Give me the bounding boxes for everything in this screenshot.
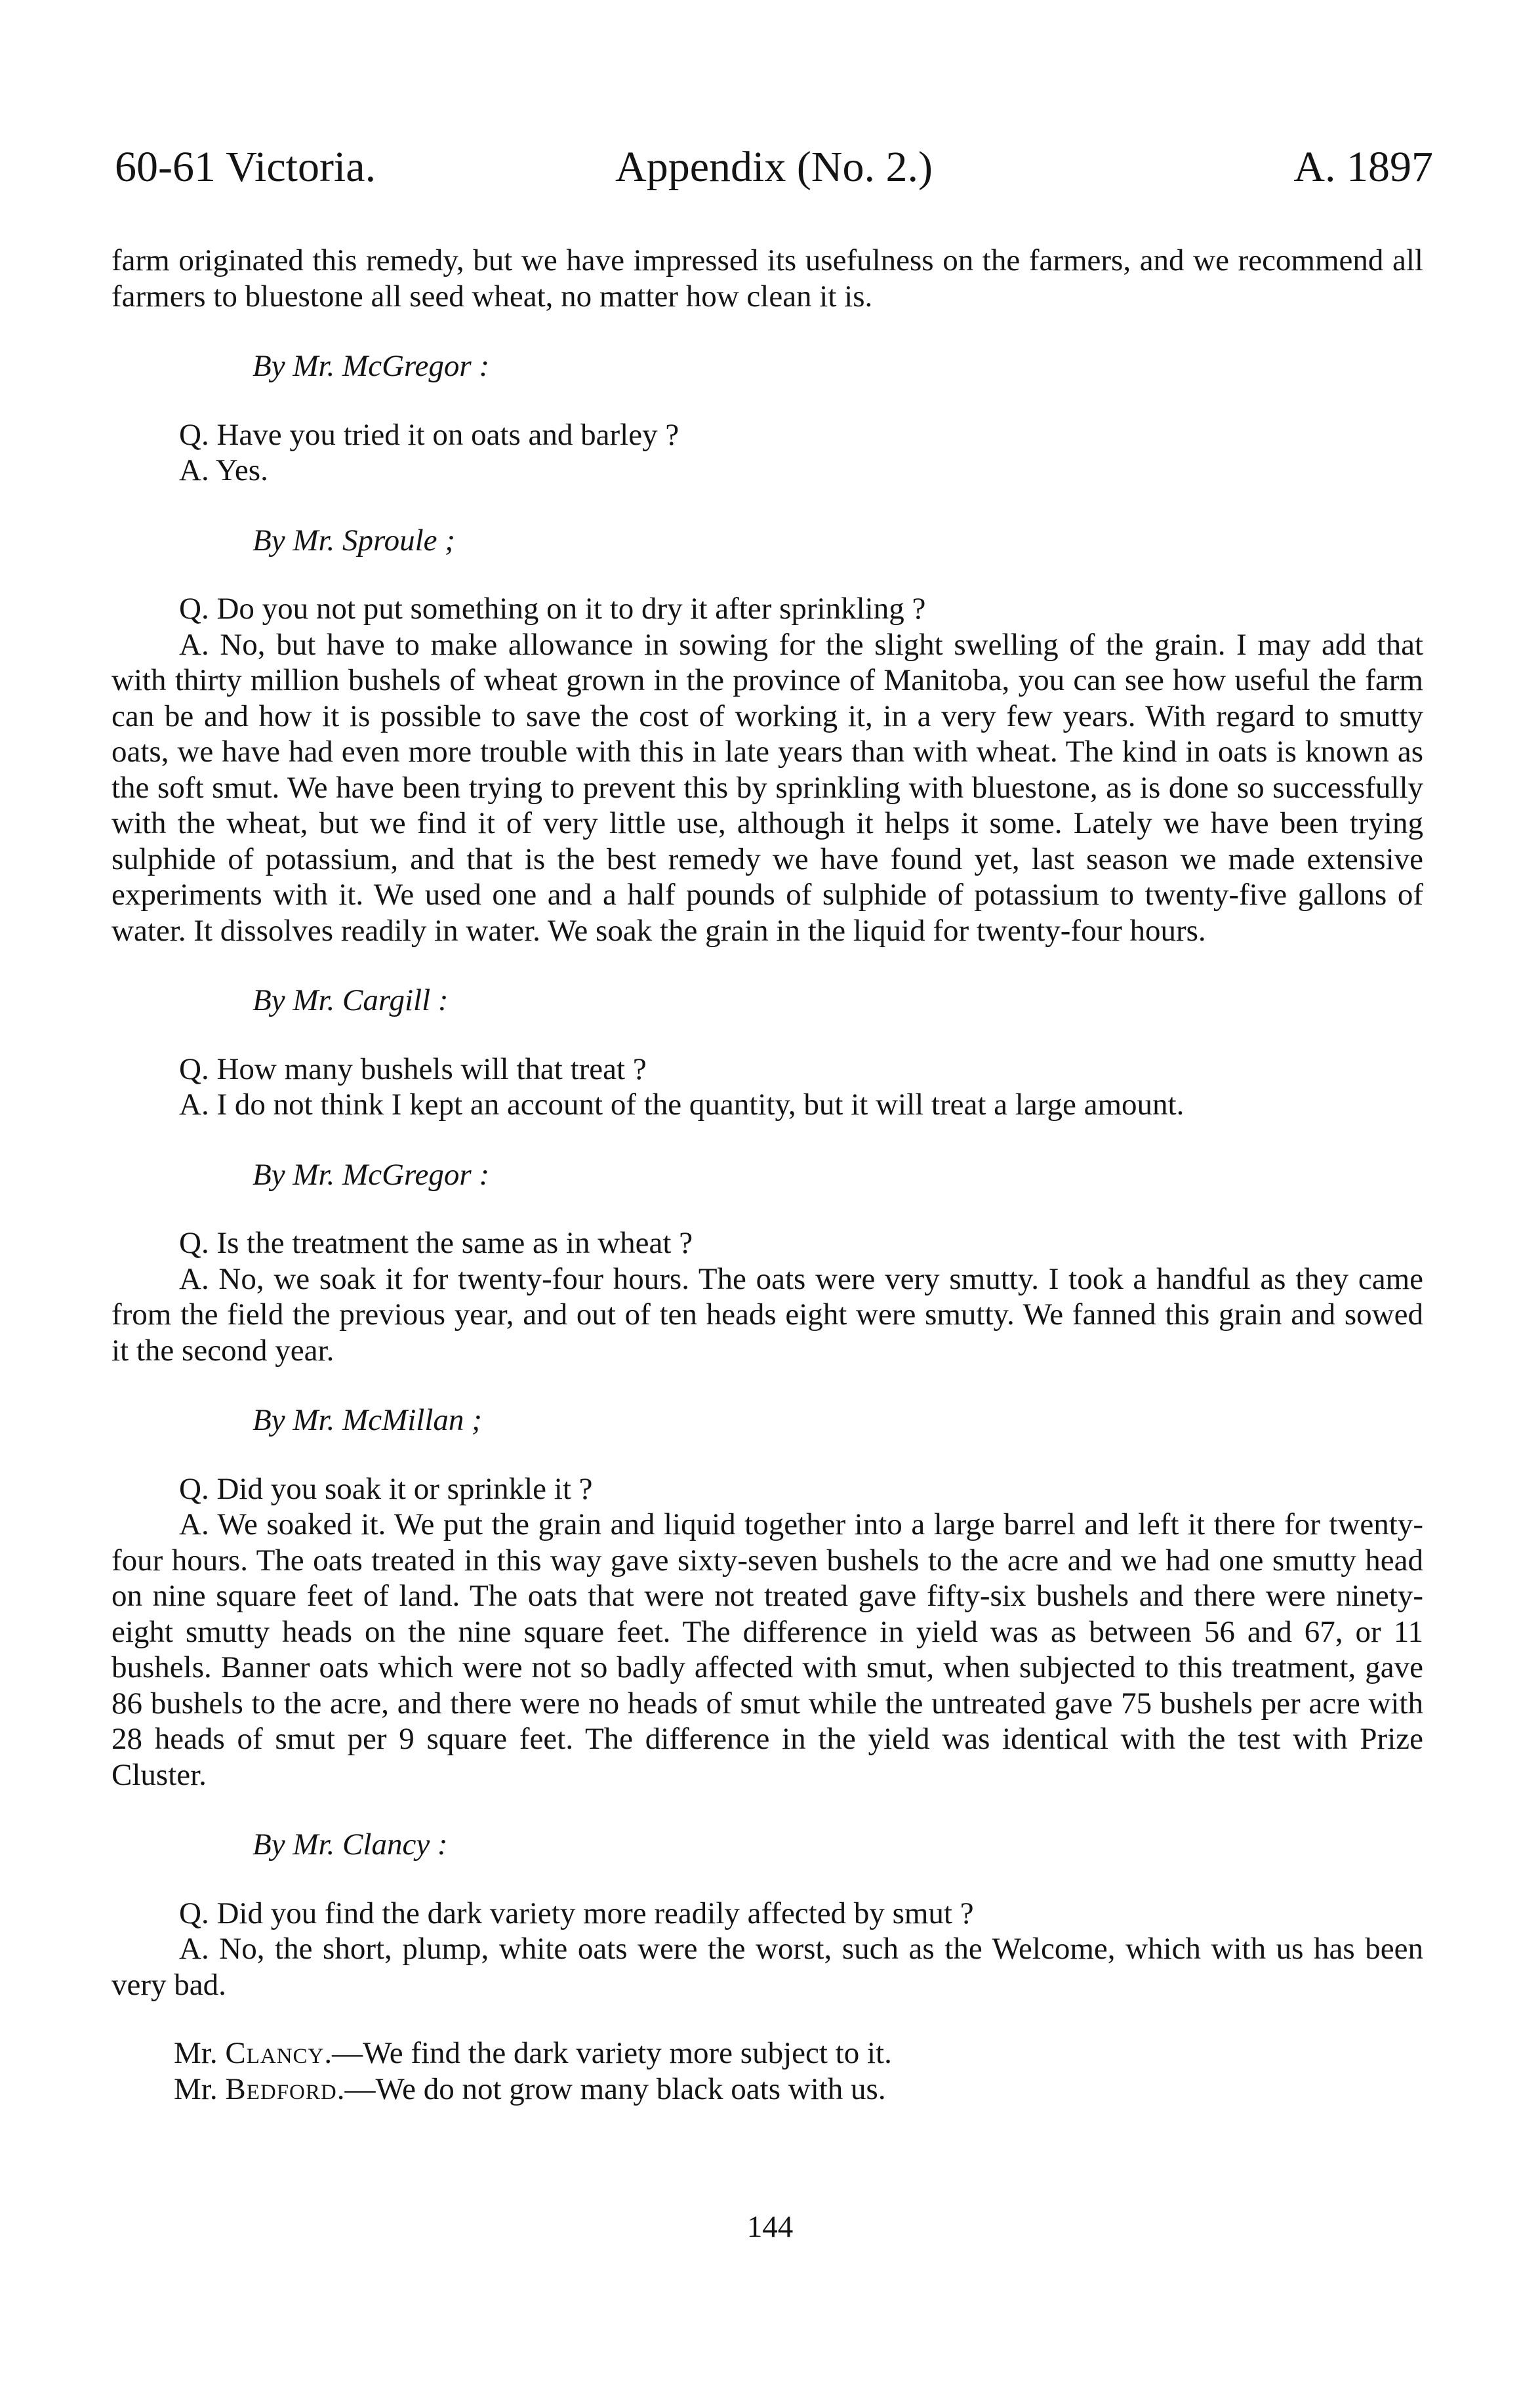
page-header <box>115 138 1433 197</box>
question: Q. Did you find the dark variety more readily affected by smut ? <box>179 1896 974 1930</box>
page-body <box>111 243 1423 2107</box>
remark-line: Mr. Clancy.—We find the dark variety more subject to it. <box>174 2036 892 2070</box>
page-number: 144 <box>746 2210 794 2244</box>
answer: A. No, we soak it for twenty-four hours. The oats were very smutty. I took a handful as they came from the field the previous year, and out of ten heads eight were smutty. We fanned this grain and sowed it the second year. <box>111 1261 1423 1368</box>
question: Q. Have you tried it on oats and barley ? <box>179 417 679 452</box>
speaker-heading: By Mr. Cargill : <box>253 983 449 1017</box>
question: Q. Did you soak it or sprinkle it ? <box>179 1471 593 1506</box>
header-session: 60-61 Victoria. <box>115 143 376 191</box>
header-appendix: Appendix (No. 2.) <box>615 143 933 191</box>
answer: A. No, but have to make allowance in sowing for the slight swelling of the grain. I may add that with thirty million bushels of wheat grown in the province of Manitoba, you can see how useful the farm can be and how it is possible to save the cost of working it, in a very few years. With regard to smutty oats, we have had even more trouble with this in late years than with wheat. The kind in oats is known as the soft smut. We have been trying to prevent this by sprinkling with bluestone, as is done so successfully with the wheat, but we find it of very little use, although it helps it some. Lately we have been trying sulphide of potassium, and that is the best remedy we have found yet, last season we made extensive experiments with it. We used one and a half pounds of sulphide of potassium to twenty-five gallons of water. It dissolves readily in water. We soak the grain in the liquid for twenty-four hours. <box>111 627 1423 948</box>
answer: A. Yes. <box>179 453 268 487</box>
speaker-heading: By Mr. Clancy : <box>253 1827 448 1862</box>
speaker-heading: By Mr. Sproule ; <box>253 523 455 558</box>
remark-speaker-name: Bedford <box>225 2071 337 2106</box>
answer: A. No, the short, plump, white oats were the worst, such as the Welcome, which with us has been very bad. <box>111 1932 1423 2002</box>
question: Q. How many bushels will that treat ? <box>179 1051 647 1086</box>
speaker-heading: By Mr. McMillan ; <box>253 1403 482 1437</box>
question: Q. Do you not put something on it to dry it after sprinkling ? <box>179 592 926 626</box>
answer: A. I do not think I kept an account of the quantity, but it will treat a large amount. <box>179 1088 1185 1122</box>
question: Q. Is the treatment the same as in wheat ? <box>179 1226 693 1260</box>
remark-line: Mr. Bedford.—We do not grow many black oats with us. <box>174 2071 886 2106</box>
speaker-heading: By Mr. McGregor : <box>253 349 490 383</box>
header-year: A. 1897 <box>1293 143 1433 191</box>
speaker-heading: By Mr. McGregor : <box>253 1157 490 1192</box>
intro-paragraph: farm originated this remedy, but we have impressed its usefulness on the farmers, and we recommend all farmers to bluestone all seed wheat, no matter how clean it is. <box>111 243 1423 314</box>
answer: A. We soaked it. We put the grain and liquid together into a large barrel and left it there for twenty-four hours. The oats treated in this way gave sixty-seven bushels to the acre and we had one smutty head on nine square feet of land. The oats that were not treated gave fifty-six bushels and there were ninety-eight smutty heads on the nine square feet. The difference in yield was as between 56 and 67, or 11 bushels. Banner oats which were not so badly affected with smut, when subjected to this treatment, gave 86 bushels to the acre, and there were no heads of smut while the untreated gave 75 bushels per acre with 28 heads of smut per 9 square feet. The difference in the yield was identical with the test with Prize Cluster. <box>111 1507 1423 1792</box>
remark-speaker-name: Clancy <box>225 2036 325 2070</box>
